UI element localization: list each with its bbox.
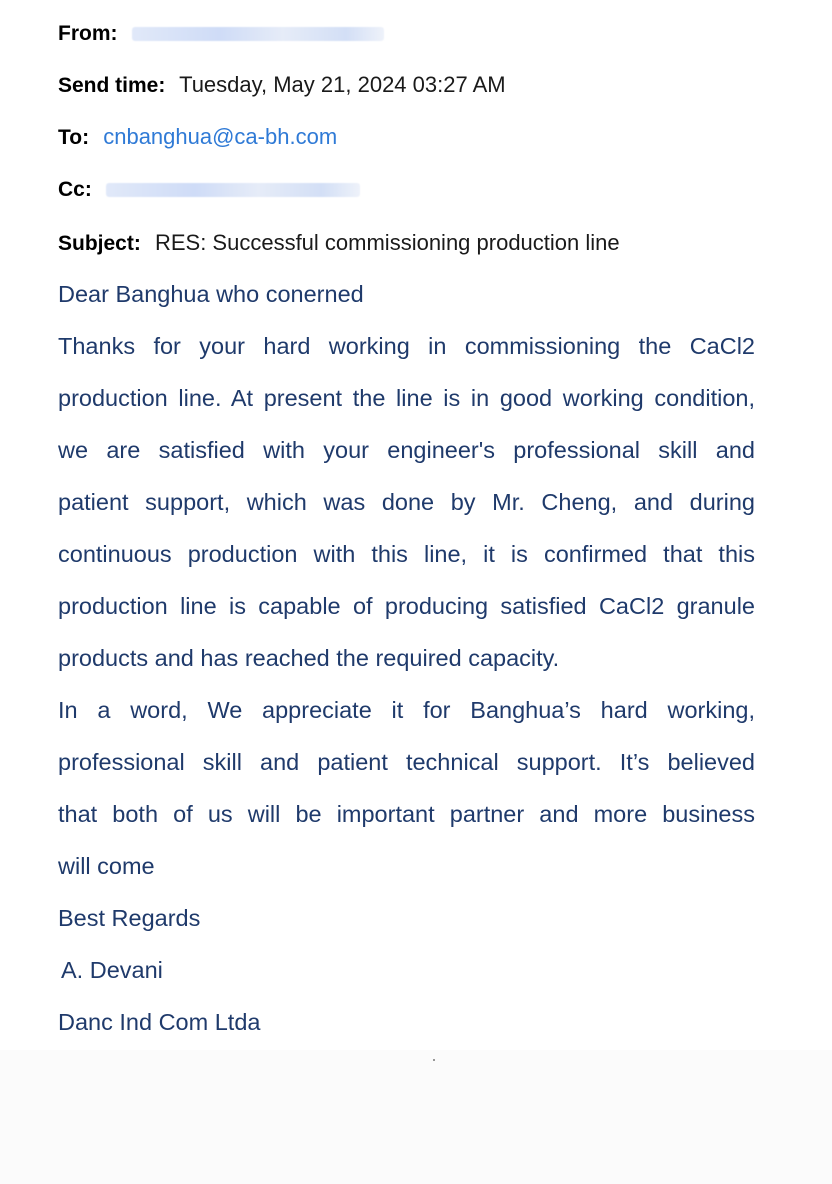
from-row <box>58 18 384 48</box>
cc-row <box>58 174 360 204</box>
signature-company: Danc Ind Com Ltda <box>58 1009 261 1035</box>
send-time-value: Tuesday, May 21, 2024 03:27 AM <box>179 72 506 97</box>
paragraph1-line-5: continuous production with this line, it is confirmed that this <box>58 541 755 567</box>
email-body <box>58 276 755 1056</box>
paragraph2-line-1: In a word, We appreciate it for Banghua’s hard working, <box>58 697 755 723</box>
greeting: Dear Banghua who conerned <box>58 281 364 307</box>
paragraph1-line-6: production line is capable of producing satisfied CaCl2 granule <box>58 593 755 619</box>
to-label: To: <box>58 126 90 149</box>
subject-value: RES: Successful commissioning production line <box>154 230 620 255</box>
subject-row <box>58 228 620 258</box>
from-label: From: <box>58 22 118 45</box>
paragraph1-line-2: production line. At present the line is in good working condition, <box>58 385 755 411</box>
send-time-row <box>58 70 506 100</box>
paragraph2-line-2: professional skill and patient technical support. It’s believed <box>58 749 755 775</box>
stray-dot <box>433 1059 435 1061</box>
paragraph2-line-3: that both of us will be important partner and more business <box>58 801 755 827</box>
from-redacted-value <box>132 27 384 41</box>
paragraph2-line-4: will come <box>58 853 155 879</box>
cc-redacted-value <box>106 183 360 197</box>
page-bottom-area <box>0 1050 832 1184</box>
cc-label: Cc: <box>58 178 92 201</box>
to-row <box>58 122 337 152</box>
subject-label: Subject: <box>58 232 141 255</box>
send-time-label: Send time: <box>58 74 166 97</box>
paragraph1-line-4: patient support, which was done by Mr. Cheng, and during <box>58 489 755 515</box>
paragraph1-line-7: products and has reached the required capacity. <box>58 645 560 671</box>
paragraph1-line-3: we are satisfied with your engineer's professional skill and <box>58 437 755 463</box>
closing: Best Regards <box>58 905 201 931</box>
to-email-link[interactable]: cnbanghua@ca-bh.com <box>103 124 338 149</box>
paragraph1-line-1: Thanks for your hard working in commissioning the CaCl2 <box>58 333 755 359</box>
signature-name: A. Devani <box>61 957 163 983</box>
